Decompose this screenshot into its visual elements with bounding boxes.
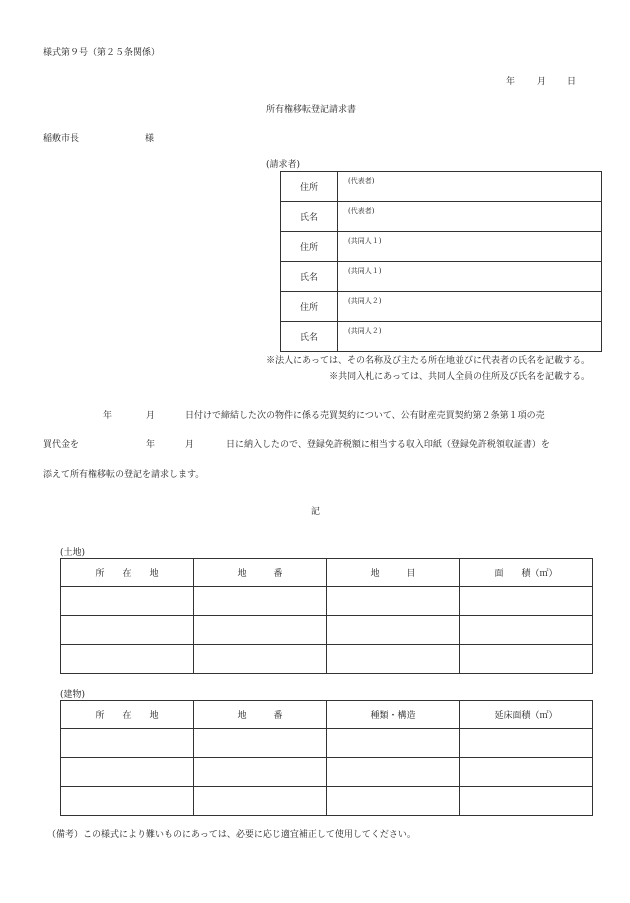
- table-cell[interactable]: [327, 587, 460, 616]
- requester-heading: (請求者): [266, 160, 301, 170]
- requester-row: [281, 202, 602, 232]
- table-cell[interactable]: [327, 645, 460, 674]
- table-cell[interactable]: [460, 787, 593, 816]
- body-line3: 添えて所有権移転の登記を請求します。: [43, 470, 205, 480]
- date-year: 年: [506, 77, 516, 87]
- table-cell[interactable]: [61, 729, 194, 758]
- date-day: 日: [567, 77, 577, 87]
- table-cell[interactable]: [460, 758, 593, 787]
- table-row: [61, 616, 593, 645]
- table-row: [61, 587, 593, 616]
- land-heading: (土地): [60, 548, 86, 558]
- table-cell[interactable]: [327, 758, 460, 787]
- table-header-row: [61, 701, 593, 729]
- table-row: [61, 758, 593, 787]
- body-line2-start: 買代金を: [43, 440, 80, 450]
- body-line2-rest: 日に納入したので、登録免許税額に相当する収入印紙（登録免許税領収証書）を: [226, 440, 550, 450]
- requester-note-joint: ※共同入札にあっては、共同人全員の住所及び氏名を記載する。: [329, 372, 590, 382]
- column-header: 面 積（㎡）: [460, 559, 593, 587]
- remarks: （備考）この様式により難いものにあっては、必要に応じ適宜補正して使用してください。: [47, 830, 416, 840]
- requester-note: (共同人２): [348, 327, 382, 335]
- requester-note: (共同人２): [348, 297, 382, 305]
- table-cell[interactable]: [61, 587, 194, 616]
- addressee-name: 稲敷市長: [43, 134, 80, 144]
- body-line1-year: 年: [103, 411, 113, 421]
- requester-field[interactable]: [338, 172, 602, 202]
- table-cell[interactable]: [460, 616, 593, 645]
- requester-field[interactable]: [338, 202, 602, 232]
- table-row: [61, 787, 593, 816]
- body-line2-month: 月: [185, 440, 195, 450]
- table-cell[interactable]: [61, 758, 194, 787]
- table-cell[interactable]: [194, 645, 327, 674]
- requester-row: [281, 292, 602, 322]
- table-cell[interactable]: [327, 616, 460, 645]
- requester-label: 氏名: [281, 322, 338, 352]
- table-cell[interactable]: [194, 729, 327, 758]
- requester-row: [281, 172, 602, 202]
- body-line1-month: 月: [146, 411, 156, 421]
- requester-label: 住所: [281, 292, 338, 322]
- column-header: 種類・構造: [327, 701, 460, 729]
- table-cell[interactable]: [327, 729, 460, 758]
- table-header-row: [61, 559, 593, 587]
- requester-field[interactable]: [338, 232, 602, 262]
- requester-label: 氏名: [281, 202, 338, 232]
- requester-row: [281, 322, 602, 352]
- table-cell[interactable]: [61, 645, 194, 674]
- table-cell[interactable]: [327, 787, 460, 816]
- requester-row: [281, 232, 602, 262]
- table-cell[interactable]: [61, 616, 194, 645]
- requester-field[interactable]: [338, 322, 602, 352]
- table-row: [61, 729, 593, 758]
- land-table: [60, 558, 593, 674]
- building-table: [60, 700, 593, 816]
- table-row: [61, 645, 593, 674]
- addressee-honorific: 様: [145, 134, 155, 144]
- requester-note: (共同人１): [348, 237, 382, 245]
- requester-note-corporate: ※法人にあっては、その名称及び主たる所在地並びに代表者の氏名を記載する。: [266, 356, 590, 366]
- table-cell[interactable]: [194, 758, 327, 787]
- table-cell[interactable]: [460, 587, 593, 616]
- building-heading: (建物): [60, 690, 86, 700]
- table-cell[interactable]: [460, 645, 593, 674]
- date-month: 月: [537, 77, 547, 87]
- table-cell[interactable]: [460, 729, 593, 758]
- column-header: 地 目: [327, 559, 460, 587]
- form-number: 様式第９号（第２５条関係）: [43, 48, 161, 58]
- table-cell[interactable]: [194, 587, 327, 616]
- requester-note: (代表者): [348, 177, 375, 185]
- requester-field[interactable]: [338, 292, 602, 322]
- column-header: 所 在 地: [61, 701, 194, 729]
- body-line2-year: 年: [146, 440, 156, 450]
- page-title: 所有権移転登記請求書: [266, 105, 357, 115]
- requester-note: (共同人１): [348, 267, 382, 275]
- column-header: 所 在 地: [61, 559, 194, 587]
- table-cell[interactable]: [194, 616, 327, 645]
- requester-field[interactable]: [338, 262, 602, 292]
- requester-label: 氏名: [281, 262, 338, 292]
- requester-label: 住所: [281, 232, 338, 262]
- ki-heading: 記: [311, 507, 321, 517]
- requester-note: (代表者): [348, 207, 375, 215]
- table-cell[interactable]: [194, 787, 327, 816]
- table-cell[interactable]: [61, 787, 194, 816]
- requester-row: [281, 262, 602, 292]
- requester-table: [280, 171, 602, 352]
- body-line1-rest: 日付けで締結した次の物件に係る売買契約について、公有財産売買契約第２条第１項の売: [185, 411, 545, 421]
- column-header: 延床面積（㎡）: [460, 701, 593, 729]
- column-header: 地 番: [194, 701, 327, 729]
- requester-label: 住所: [281, 172, 338, 202]
- column-header: 地 番: [194, 559, 327, 587]
